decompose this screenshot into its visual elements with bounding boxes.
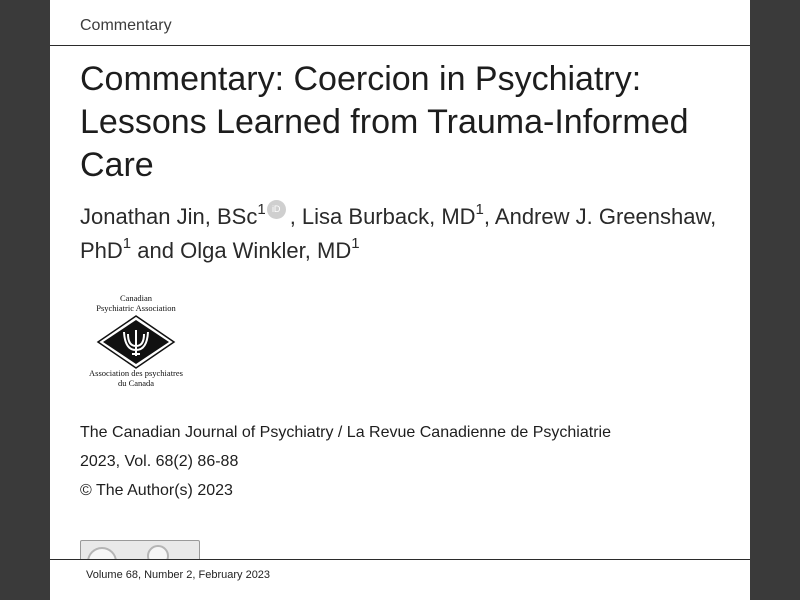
affiliation-mark: 1 <box>351 234 360 252</box>
journal-name: The Canadian Journal of Psychiatry / La Revue Canadienne de Psychiatrie <box>80 424 611 441</box>
logo-text-line3: Association des psychiatres <box>89 368 183 378</box>
author-name: Lisa Burback, MD <box>301 204 476 229</box>
copyright-notice: © The Author(s) 2023 <box>80 482 233 499</box>
logo-text-line1: Canadian <box>119 293 153 303</box>
logo-text-line4: du Canada <box>117 378 155 388</box>
author-name: Olga Winkler, MD <box>180 238 352 263</box>
journal-info <box>80 418 720 505</box>
author-list: Jonathan Jin, BSc$^1$ iD , Lisa Burback, $MD^1$, Andrew J. Greenshaw, PhD$^1$ and Olga Winkler, $MD^1$ <box>80 200 717 263</box>
header-divider <box>50 45 750 46</box>
psi-diamond-icon <box>78 292 194 388</box>
page-footer <box>50 559 750 600</box>
article-title: Commentary: Coercion in Psychiatry: Lessons Learned from Trauma-Informed Care <box>80 60 689 184</box>
footer-issue-text: Volume 68, Number 2, February 2023 <box>86 569 271 581</box>
affiliation-mark: 1 <box>257 200 266 218</box>
cpa-logo <box>78 292 194 388</box>
affiliation-mark: 1 <box>122 234 132 252</box>
logo-text-line2: Psychiatric Association <box>96 303 176 313</box>
orcid-icon[interactable]: iD <box>267 200 286 219</box>
document-page <box>50 0 750 600</box>
author-name: Jonathan Jin, BSc <box>80 204 258 229</box>
affiliation-mark: 1 <box>475 200 484 218</box>
author-name: Andrew J. Greenshaw, PhD <box>80 204 717 263</box>
section-label: Commentary <box>80 17 172 34</box>
journal-citation: 2023, Vol. 68(2) 86-88 <box>80 453 239 470</box>
